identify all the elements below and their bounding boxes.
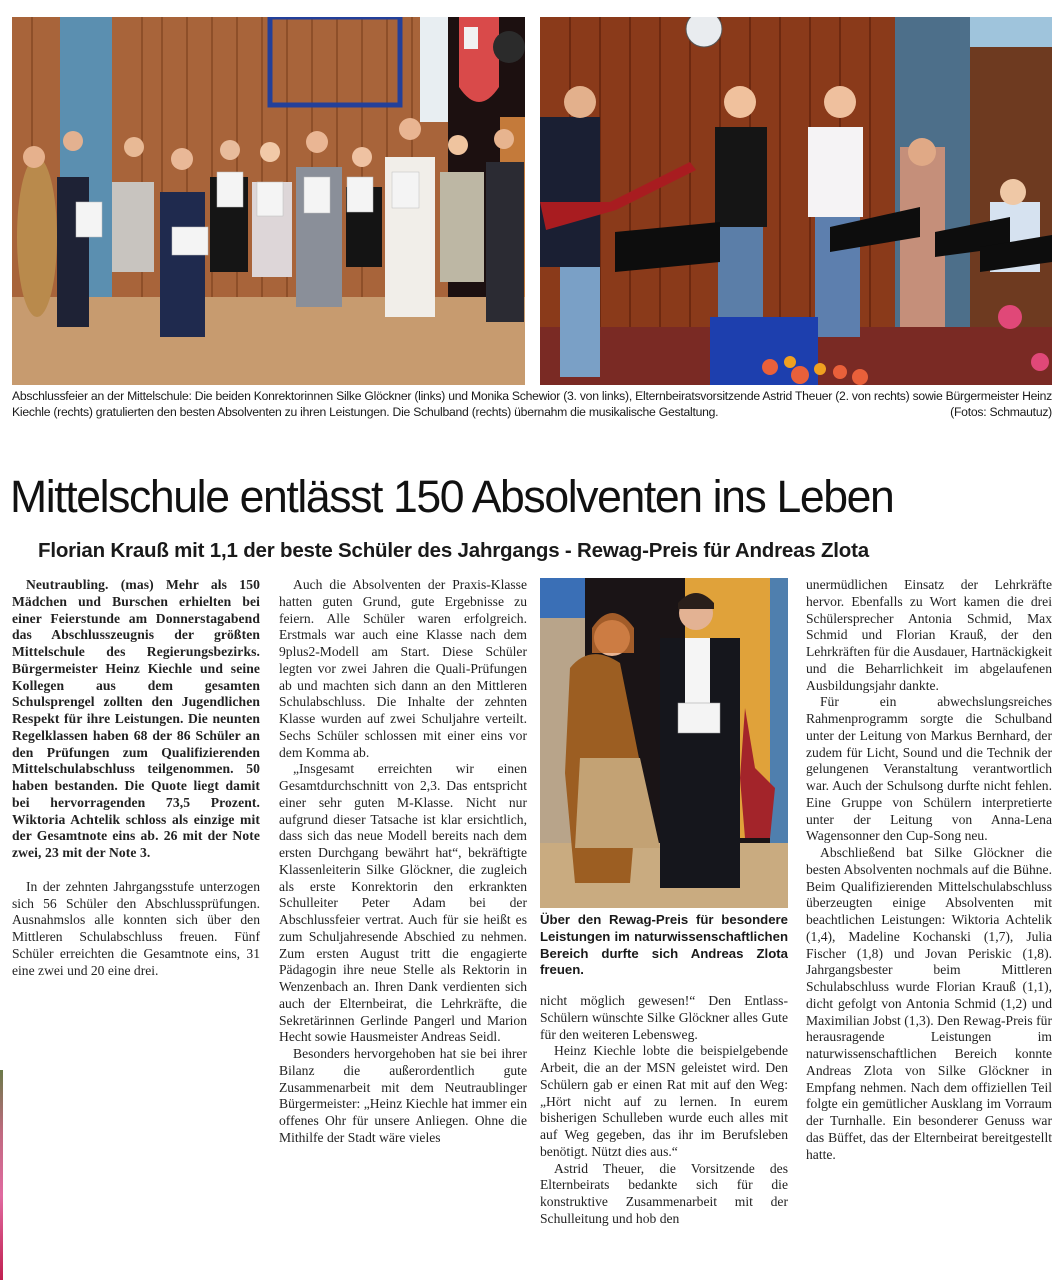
photo-rewag-award xyxy=(540,578,788,908)
adjacent-image-edge xyxy=(0,1070,3,1280)
article-paragraph: Auch die Absolventen der Praxis-Klasse hatten guten Grund, gute Ergebnisse zu feiern. Alle Schüler waren erfolgreich. Erstmals war auch eine Klasse nach dem 9plus2-Modell am Start. Diese Schüler legten vor zwei Jahren die Quali-Prüfungen ab und machten sich dann an den Mittleren Schulabschluss. Die Inhalte der zehnten Klasse wurden auf zwei Schuljahre verteilt. Sechs Schüler schlossen mit einer eins vor dem Komma ab. xyxy=(279,577,527,760)
article-paragraph: Besonders hervorgehoben hat sie bei ihrer Bilanz die außerordentlich gute Zusammenarbeit mit dem Neutraublinger Bürgermeister: „Heinz Kiechle hat immer ein offenes Ohr für unsere Anliegen. Ohne die Mithilfe der Stadt wäre vieles xyxy=(279,1046,527,1145)
photo-school-band xyxy=(540,17,1052,385)
article-paragraph: „Insgesamt erreichten wir einen Gesamtdurchschnitt von 2,3. Das entspricht einer sehr guten M-Klasse. Nicht nur aufgrund dieser Tatsache ist klar ersichtlich, dass sich das neue Modell bereits nach dem ersten Durchgang bewährt hat“, bekräftigte Klassenleiterin Silke Glöckner, die zugleich als erste Konrektorin den erkrankten Schulleiter Peter Adam bei der Abschlussfeier vertrat. Auch für sie heißt es zum Schuljahresende Abschied zu nehmen. Zum ersten August tritt die engagierte Pädagogin ihre neue Stelle als Rektorin in Wenzenbach an. Ihren Dank verdienten sich auch der Elternbeirat, die Lehrkräfte, die Sekretärinnen Gerlinde Pangerl und Marion Hecht sowie Hausmeister Andreas Seidl. xyxy=(279,761,527,1045)
article-column-3 xyxy=(540,993,788,1228)
article-paragraph: unermüdlichen Einsatz der Lehrkräfte hervor. Ebenfalls zu Wort kamen die drei Schülersprecher Antonia Schmid, Max Schmid und Florian Krauß, der den Lehrkräften für die Ausdauer, Hartnäckigkeit und die Beharrlichkeit im abgelaufenen Ausbildungsjahr dankte. xyxy=(806,577,1052,693)
article-paragraph: Astrid Theuer, die Vorsitzende des Elternbeirats bedankte sich für die konstruktive Zusammenarbeit mit der Schulleitung und hob den xyxy=(540,1160,788,1226)
photo-caption xyxy=(12,388,1052,420)
photo-graduates-group xyxy=(12,17,525,385)
article-paragraph: nicht möglich gewesen!“ Den Entlass-Schülern wünschte Silke Glöckner alles Gute für den weiteren Lebensweg. xyxy=(540,993,788,1042)
article-column-1 xyxy=(12,577,260,979)
article-paragraph: Für ein abwechslungsreiches Rahmenprogramm sorgte die Schulband unter der Leitung von Markus Bernhard, der zudem für Licht, Sound und die Technik der gelungenen Veranstaltung verantwortlich war. Auch der Schulsong durfte nicht fehlen. Eine Gruppe von Schülern interpretierte unter der Leitung von Anna-Lena Wagensonner den Cup-Song neu. xyxy=(806,694,1052,844)
article-subheadline: Florian Krauß mit 1,1 der beste Schüler des Jahrgangs - Rewag-Preis für Andreas Zlota xyxy=(38,539,869,562)
article-paragraph: In der zehnten Jahrgangsstufe unterzogen sich 56 Schüler den Abschlussprüfungen. Ausnahmslos alle konnten sich über den Mittleren Schulabschluss freuen. Fünf Schüler erreichten die Gesamtnote eins, 31 eine zwei und 20 eine drei. xyxy=(12,878,260,978)
photo-credit: (Fotos: Schmautuz) xyxy=(950,405,1052,419)
article-column-2 xyxy=(279,577,527,1147)
article-headline: Mittelschule entlässt 150 Absolventen ins Leben xyxy=(10,471,894,522)
article-paragraph: Abschließend bat Silke Glöckner die besten Absolventen nochmals auf die Bühne. Beim Qualifizierenden Mittelschulabschluss überzeugten einige Absolventen mit beachtlichen Leistungen: Wiktoria Achtelik (1,4), Madeline Kochanski (1,7), Julia Fischer (1,8) und Jovan Periskic (1,8). Jahrgangsbester beim Mittleren Schulabschluss wurde Florian Krauß (1,1), dicht gefolgt von Antonia Schmid (1,2) und Maximilian Jobst (1,3). Den Rewag-Preis für herausragende Leistungen im naturwissenschaftlichen Bereich konnte Andreas Zlota von Silke Glöckner in Empfang nehmen. Nach dem offiziellen Teil folgte ein gemütlicher Ausklang im Vorraum der Turnhalle. Ein besonderer Genuss war das Büffet, das der Elternbeirat bereitgestellt hatte. xyxy=(806,845,1052,1162)
article-lead-paragraph: Neutraubling. (mas) Mehr als 150 Mädchen und Burschen erhielten bei einer Feierstunde am Donnerstagabend das Abschlusszeugnis der größten Mittelschule des Regierungsbezirks. Bürgermeister Heinz Kiechle und seine Kollegen aus dem gesamten Schulsprengel zollten den Jugendlichen Respekt für ihre Leistungen. Die neunten Regelklassen haben 68 der 86 Schüler an den Prüfungen zum Qualifizierenden Mittelschulabschluss teilgenommen. 50 haben bestanden. Die Quote liegt damit bei hervorragenden 73,5 Prozent. Wiktoria Achtelik schloss als einzige mit der Gesamtnote eins ab. 26 mit der Note zwei, 23 mit der Note 3. xyxy=(12,577,260,860)
photo-caption-text: Abschlussfeier an der Mittelschule: Die beiden Konrektorinnen Silke Glöckner (links) und Monika Schewior (3. von links), Elternbeiratsvorsitzende Astrid Theuer (2. von rechts) sowie Bürgermeister Heinz Kiechle (rechts) gratulierten den besten Absolventen zu ihren Leistungen. Die Schulband (rechts) übernahm die musikalische Gestaltung. xyxy=(12,389,1052,419)
article-paragraph: Heinz Kiechle lobte die beispielgebende Arbeit, die an der MSN geleistet wird. Den Schülern gab er einen Rat mit auf den Weg: „Hört nicht auf zu lernen. In eurem bisherigen Schulleben wurde euch alles mit auf Weg gegeben, das ihr im Berufsleben benötigt. Nützt dies aus.“ xyxy=(540,1043,788,1159)
article-column-4 xyxy=(806,577,1052,1163)
award-photo-caption: Über den Rewag-Preis für besondere Leistungen im naturwissenschaftlichen Bereich durfte sich Andreas Zlota freuen. xyxy=(540,912,788,978)
